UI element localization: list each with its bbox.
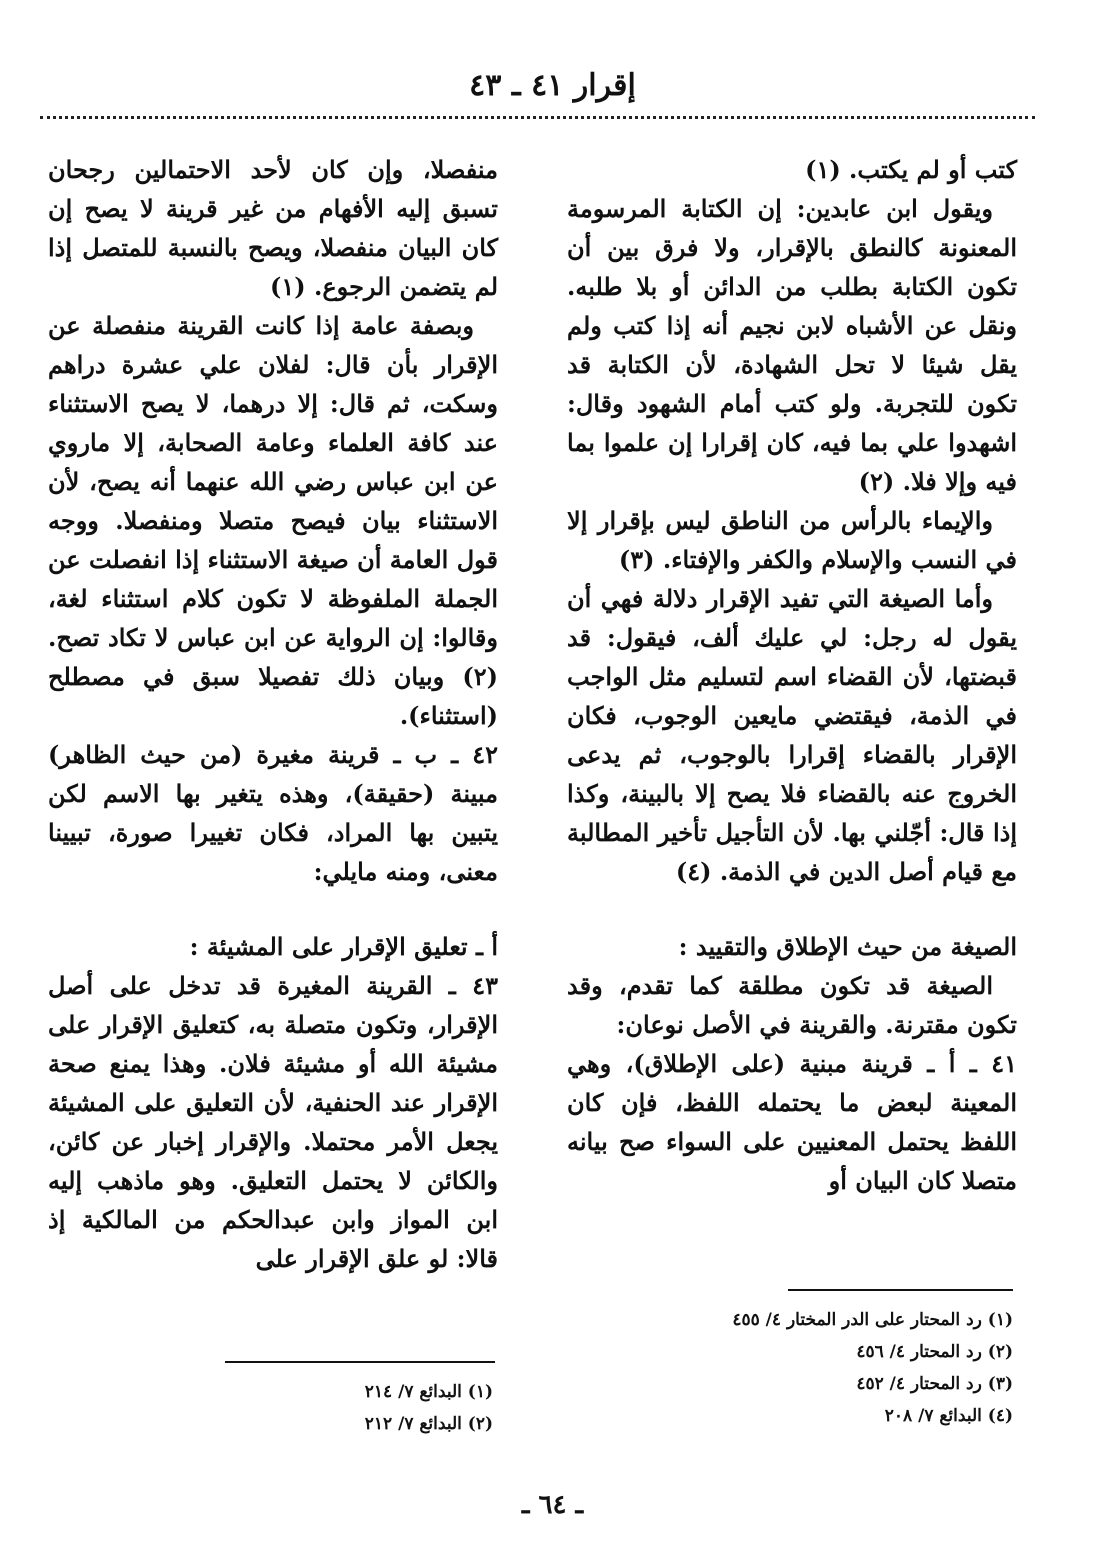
paragraph: ويقول ابن عابدين: إن الكتابة المرسومة المعنونة كالنطق بالإقرار، ولا فرق بين أن تكون الكتابة بطلب من الدائن أو بلا طلبه. ونقل عن الأشباه لابن نجيم أنه إذا كتب ولم يقل شيئا لا تحل الشهادة، لأن الكتابة قد تكون للتجربة. ولو كتب أمام الشهود وقال: اشهدوا علي بما فيه، كان إقرارا إن علموا بما فيه وإلا فلا. (٢) — [567, 194, 1018, 496]
paragraph: وأما الصيغة التي تفيد الإقرار دلالة فهي أن يقول له رجل: لي عليك ألف، فيقول: قد قبضتها، لأن القضاء اسم لتسليم مثل الواجب في الذمة، فيقتضي مايعين الوجوب، فكان الإقرار بالقضاء إقرارا بالوجوب، ثم يدعى الخروج عنه بالقضاء فلا يصح إلا بالبينة، وكذا إذا قال: أجّلني بها. لأن التأجيل تأخير المطالبة مع قيام أصل الدين في الذمة. (٤) — [567, 584, 1017, 886]
paragraph: وبصفة عامة إذا كانت القرينة منفصلة عن الإقرار بأن قال: لفلان علي عشرة دراهم وسكت، ثم قال: إلا درهما، لا يصح الاستثناء عند كافة العلماء وعامة الصحابة، إلا ماروي عن ابن عباس رضي الله عنهما أنه يصح، لأن الاستثناء بيان فيصح متصلا ومنفصلا. ووجه قول العامة أن صيغة الاستثناء إذا انفصلت عن الجملة الملفوظة لا تكون كلام استثناء لغة، وقالوا: إن الرواية عن ابن عباس لا تكاد تصح. (٢) وبيان ذلك تفصيلا سبق في مصطلح (استثناء). — [48, 311, 498, 730]
paragraph: ٤٣ ـ القرينة المغيرة قد تدخل على أصل الإقرار، وتكون متصلة به، كتعليق الإقرار على مشيئة الله أو مشيئة فلان. وهذا يمنع صحة الإقرار عند الحنفية، لأن التعليق على المشيئة يجعل الأمر محتملا. والإقرار إخبار عن كائن، والكائن لا يحتمل التعليق. وهو ماذهب إليه ابن المواز وابن عبدالحكم من المالكية إذ قالا: لو علق الإقرار على — [48, 971, 498, 1273]
section-heading: أ ـ تعليق الإقرار على المشيئة : — [189, 932, 498, 961]
page-header: إقرار ٤١ ـ ٤٣ — [469, 68, 636, 103]
left-column — [48, 150, 498, 1278]
right-column — [567, 150, 1017, 1200]
paragraph: الصيغة قد تكون مطلقة كما تقدم، وقد تكون مقترنة. والقرينة في الأصل نوعان: — [567, 971, 1017, 1039]
section-heading: الصيغة من حيث الإطلاق والتقييد : — [678, 932, 1017, 961]
section-gap — [48, 891, 498, 927]
footnote: (٢) رد المحتار ٤/ ٤٥٦ — [856, 1342, 1013, 1362]
footnotes-left — [73, 1376, 493, 1440]
paragraph: منفصلا، وإن كان لأحد الاحتمالين رجحان تسبق إليه الأفهام من غير قرينة لا يصح إن كان البيان منفصلا، ويصح بالنسبة للمتصل إذا لم يتضمن الرجوع. (١) — [48, 155, 498, 301]
paragraph: كتب أو لم يكتب. (١) — [805, 155, 1017, 184]
footnote: (١) رد المحتار على الدر المختار ٤/ ٤٥٥ — [732, 1310, 1013, 1330]
footnote: (٣) رد المحتار ٤/ ٤٥٢ — [856, 1374, 1013, 1394]
footnote: (١) البدائع ٧/ ٢١٤ — [364, 1382, 493, 1402]
footnote-rule — [225, 1361, 495, 1363]
section-gap — [567, 891, 1017, 927]
footnote-rule — [788, 1289, 1013, 1291]
page-number: ـ ٦٤ ـ — [521, 1490, 584, 1520]
footnote: (٢) البدائع ٧/ ٢١٢ — [364, 1414, 493, 1434]
paragraph: ٤٢ ـ ب ـ قرينة مغيرة (من حيث الظاهر) مبينة (حقيقة)، وهذه يتغير بها الاسم لكن يتبين بها المراد، فكان تغييرا صورة، تبيينا معنى، ومنه مايلي: — [48, 740, 498, 886]
header-dotted-divider — [40, 116, 1035, 119]
paragraph: والإيماء بالرأس من الناطق ليس بإقرار إلا في النسب والإسلام والكفر والإفتاء. (٣) — [567, 506, 1017, 574]
footnote: (٤) البدائع ٧/ ٢٠٨ — [884, 1406, 1013, 1426]
paragraph: ٤١ ـ أ ـ قرينة مبنية (على الإطلاق)، وهي المعينة لبعض ما يحتمله اللفظ، فإن كان اللفظ يحتمل المعنيين على السواء صح بيانه متصلا كان البيان أو — [567, 1049, 1017, 1195]
footnotes-right — [593, 1304, 1013, 1432]
